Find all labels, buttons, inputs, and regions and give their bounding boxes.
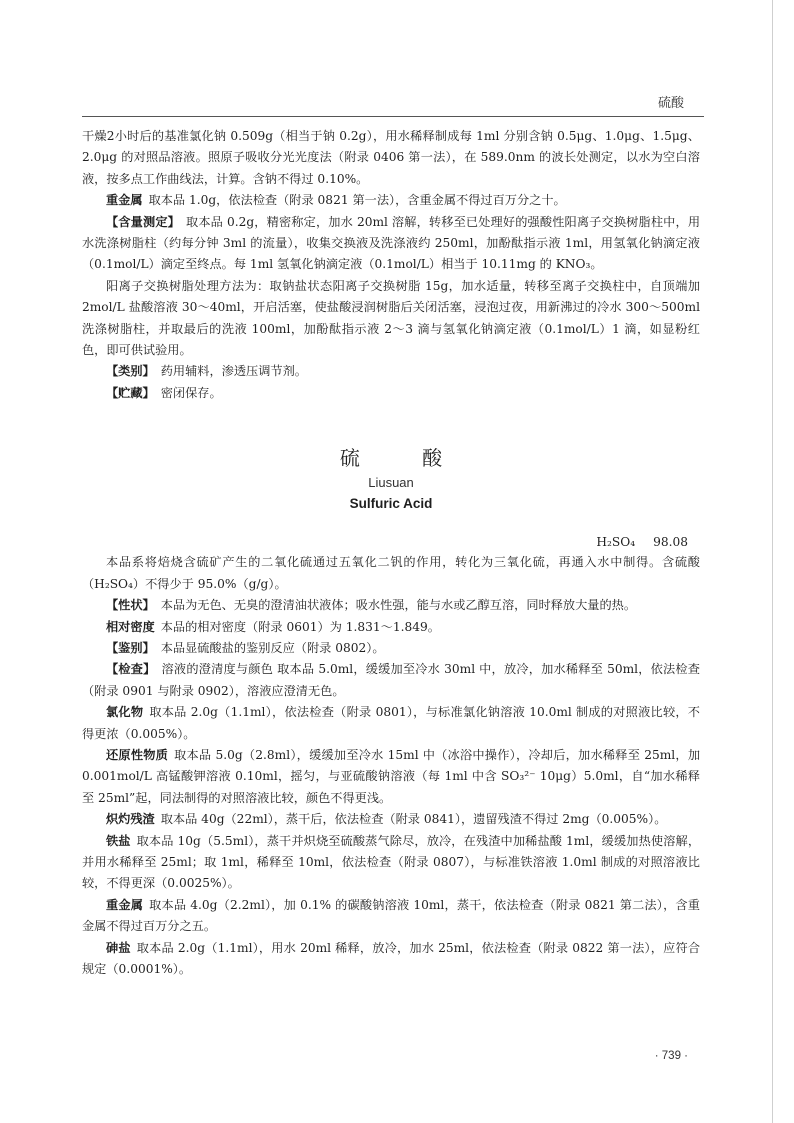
heavy-metals-limit-paragraph — [82, 895, 700, 938]
section-text: 取本品 1.0g，依法检查（附录 0821 第一法），含重金属不得过百万分之十。 — [148, 193, 566, 208]
section-term: 【检查】 — [106, 662, 156, 677]
storage-paragraph — [82, 383, 700, 404]
section-term: 【类别】 — [106, 364, 155, 379]
assay-paragraph — [82, 212, 700, 276]
character-paragraph — [82, 595, 700, 616]
section-term: 【含量测定】 — [106, 214, 180, 229]
page-number: · 739 · — [654, 1050, 688, 1062]
reducing-substances-paragraph — [82, 745, 700, 809]
section-term: 砷盐 — [106, 940, 131, 955]
section-text: 本品显硫酸盐的鉴别反应（附录 0802）。 — [160, 640, 385, 655]
header-rule — [82, 116, 704, 117]
section-text: 密闭保存。 — [160, 385, 222, 400]
section-term: 还原性物质 — [106, 747, 169, 762]
formula-line — [82, 532, 700, 552]
section-text: 取本品 2.0g（1.1ml），用水 20ml 稀释，放冷，加水 25ml，依法检查（附录 0822 第一法），应符合规定（0.0001%）。 — [82, 940, 701, 976]
relative-density-paragraph — [82, 617, 700, 638]
section-term: 氯化物 — [106, 705, 144, 720]
molecular-weight: 98.08 — [653, 535, 688, 550]
section-term: 【性状】 — [106, 598, 155, 613]
section-term: 炽灼残渣 — [106, 812, 155, 827]
monograph-title-block — [82, 444, 700, 514]
identification-paragraph — [82, 638, 700, 659]
intro-paragraph: 本品系将焙烧含硫矿产生的二氧化硫通过五氧化二钒的作用，转化为三氧化硫，再通入水中制得。含硫酸（H₂SO₄）不得少于 95.0%（g/g）。 — [82, 555, 700, 591]
section-text: 取本品 40g（22ml），蒸干后，依法检查（附录 0841），遗留残渣不得过 2mg（0.005%）。 — [160, 812, 667, 827]
monograph-title-chinese: 硫 酸 — [339, 446, 471, 471]
section-text: 本品的相对密度（附录 0601）为 1.831～1.849。 — [160, 619, 440, 634]
heavy-metals-paragraph — [82, 190, 700, 211]
section-term: 【贮藏】 — [106, 385, 155, 400]
section-term: 相对密度 — [106, 619, 155, 634]
section-text: 溶液的澄清度与颜色 取本品 5.0ml，缓缓加至冷水 30ml 中，放冷，加水稀释至 50ml，依法检查（附录 0901 与附录 0902），溶液应澄清无色。 — [82, 662, 700, 698]
chloride-paragraph — [82, 702, 700, 745]
molecular-formula: H₂SO₄ — [596, 535, 636, 550]
iron-paragraph — [82, 831, 700, 895]
scan-edge-line — [772, 0, 773, 1123]
monograph-title-pinyin: Liusuan — [368, 475, 414, 491]
continuation-paragraph: 干燥2小时后的基准氯化钠 0.509g（相当于钠 0.2g），用水稀释制成每 1ml 分别含钠 0.5μg、1.0μg、1.5μg、2.0μg 的对照品溶液。照原子吸收分光光度法（附录 0406 第一法），在 589.0nm 的波长处测定，以水为空白溶液，按多点工作曲线法，计算。含钠不得过 0.10%。 — [82, 129, 700, 186]
arsenic-paragraph — [82, 938, 700, 981]
section-text: 取本品 10g（5.5ml），蒸干并炽烧至硫酸蒸气除尽，放冷，在残渣中加稀盐酸 1ml，缓缓加热使溶解，并用水稀释至 25ml；取 1ml，稀释至 10ml，依法检查（附录 0807），与标准铁溶液 1.0ml 制成的对照溶液比较，不得更深（0.0025%）。 — [82, 833, 701, 891]
section-text: 取本品 2.0g（1.1ml），依法检查（附录 0801），与标准氯化钠溶液 10.0ml 制成的对照液比较，不得更浓（0.005%）。 — [82, 705, 700, 741]
ignition-residue-paragraph — [82, 809, 700, 830]
section-text: 取本品 4.0g（2.2ml），加 0.1% 的碳酸钠溶液 10ml，蒸干，依法检查（附录 0821 第二法），含重金属不得过百万分之五。 — [82, 897, 700, 934]
category-paragraph — [82, 361, 700, 382]
section-term: 铁盐 — [106, 833, 131, 848]
running-header-title: 硫酸 — [657, 96, 684, 111]
section-term: 重金属 — [106, 897, 144, 912]
inspection-paragraph — [82, 659, 700, 702]
resin-method-paragraph: 阳离子交换树脂处理方法为：取钠盐状态阳离子交换树脂 15g，加水适量，转移至离子交换柱中，自顶端加 2mol/L 盐酸溶液 30～40ml，开启活塞，使盐酸浸润树脂后关闭活塞，浸泡过夜，用新沸过的冷水 300～500ml 洗涤树脂柱，并取最后的洗液 100ml，加酚酞指示液 2～3 滴与氢氧化钠滴定液（0.1mol/L）1 滴，如显粉红色，即可供试验用。 — [82, 278, 700, 358]
section-text: 取本品 0.2g，精密称定，加水 20ml 溶解，转移至已处理好的强酸性阳离子交换树脂柱中，用水洗涤树脂柱（约每分钟 3ml 的流量），收集交换液及洗涤液约 250ml，加酚酞指示液 1ml，用氢氧化钠滴定液（0.1mol/L）滴定至终点。每 1ml 氢氧化钠滴定液（0.1mol/L）相当于 10.11mg 的 KNO₃。 — [82, 214, 701, 272]
section-term: 重金属 — [106, 193, 143, 208]
monograph-title-english: Sulfuric Acid — [349, 496, 433, 512]
section-text: 药用辅料，渗透压调节剂。 — [160, 364, 307, 379]
section-term: 【鉴别】 — [106, 640, 155, 655]
section-text: 取本品 5.0g（2.8ml），缓缓加至冷水 15ml 中（冰浴中操作），冷却后，加水稀释至 25ml，加 0.001mol/L 高锰酸钾溶液 0.10ml，摇匀，与亚硫酸钠溶液（每 1ml 中含 SO₃²⁻ 10μg）5.0ml，自“加水稀释至 25ml”起，同法制得的对照溶液比较，颜色不得更浅。 — [82, 747, 701, 805]
section-text: 本品为无色、无臭的澄清油状液体；吸水性强，能与水或乙醇互溶，同时释放大量的热。 — [160, 598, 637, 613]
page-body — [82, 126, 700, 980]
